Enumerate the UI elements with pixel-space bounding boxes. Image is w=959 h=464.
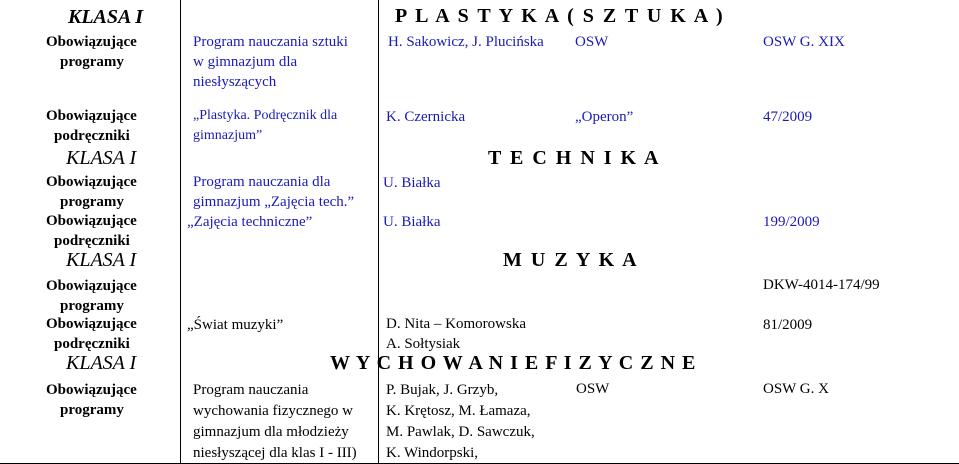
podreczniki-label-muzyka: Obowiązujące podręczniki [46,316,137,352]
program-title-plastyka: Program nauczania sztuki w gimnazjum dla niesłyszących [193,34,348,90]
program-title-wf: Program nauczania wychowania fizycznego w gimnazjum dla młodzieży niesłyszącej dla klas I - III) [193,382,357,461]
podrecznik-author-plastyka: K. Czernicka [386,109,466,125]
podrecznik-number-muzyka: 81/2009 [763,317,813,333]
program-publisher-wf: OSW [576,381,610,397]
program-publisher-plastyka: OSW [575,34,609,50]
podrecznik-title-technika: „Zajęcia techniczne” [187,214,313,230]
program-number-plastyka: OSW G. XIX [763,34,845,50]
section-title-wf: W Y C H O W A N I E F I Z Y C Z N E [330,352,697,374]
podrecznik-number-technika: 199/2009 [763,214,820,230]
klasa-wf: KLASA I [66,352,137,374]
podrecznik-author-technika: U. Białka [383,214,441,230]
klasa-technika: KLASA I [66,147,137,169]
column-divider [378,0,379,463]
podrecznik-publisher-plastyka: „Operon” [575,109,634,125]
section-title-plastyka: P L A S T Y K A ( S Z T U K A ) [395,5,725,27]
podreczniki-label-technika: Obowiązujące podręczniki [46,213,137,249]
podrecznik-authors-muzyka: D. Nita – Komorowska A. Sołtysiak [386,316,526,352]
programy-label-wf: Obowiązujące programy [46,382,137,418]
program-authors-wf: P. Bujak, J. Grzyb, K. Krętosz, M. Łamaza, M. Pawlak, D. Sawczuk, K. Windorpski, [386,382,535,461]
program-authors-plastyka: H. Sakowicz, J. Plucińska [388,34,544,50]
podreczniki-label-plastyka: Obowiązujące podręczniki [46,108,137,144]
programy-label-technika: Obowiązujące programy [46,174,137,210]
podrecznik-number-plastyka: 47/2009 [763,109,813,125]
programy-label-muzyka: Obowiązujące programy [46,278,137,314]
klasa-muzyka: KLASA I [66,249,137,271]
section-title-technika: T E C H N I K A [488,147,661,169]
column-divider [180,0,181,463]
klasa-plastyka: KLASA I [68,6,144,28]
program-number-muzyka: DKW-4014-174/99 [763,277,880,293]
program-title-technika: Program nauczania dla gimnazjum „Zajęcia tech.” [193,174,355,210]
program-author-technika: U. Białka [383,175,441,191]
section-title-muzyka: M U Z Y K A [503,249,639,271]
program-number-wf: OSW G. X [763,381,829,397]
programy-label-plastyka: Obowiązujące programy [46,34,137,70]
podrecznik-title-muzyka: „Świat muzyki” [187,317,284,333]
podrecznik-title-plastyka: „Plastyka. Podręcznik dla gimnazjum” [193,108,338,143]
